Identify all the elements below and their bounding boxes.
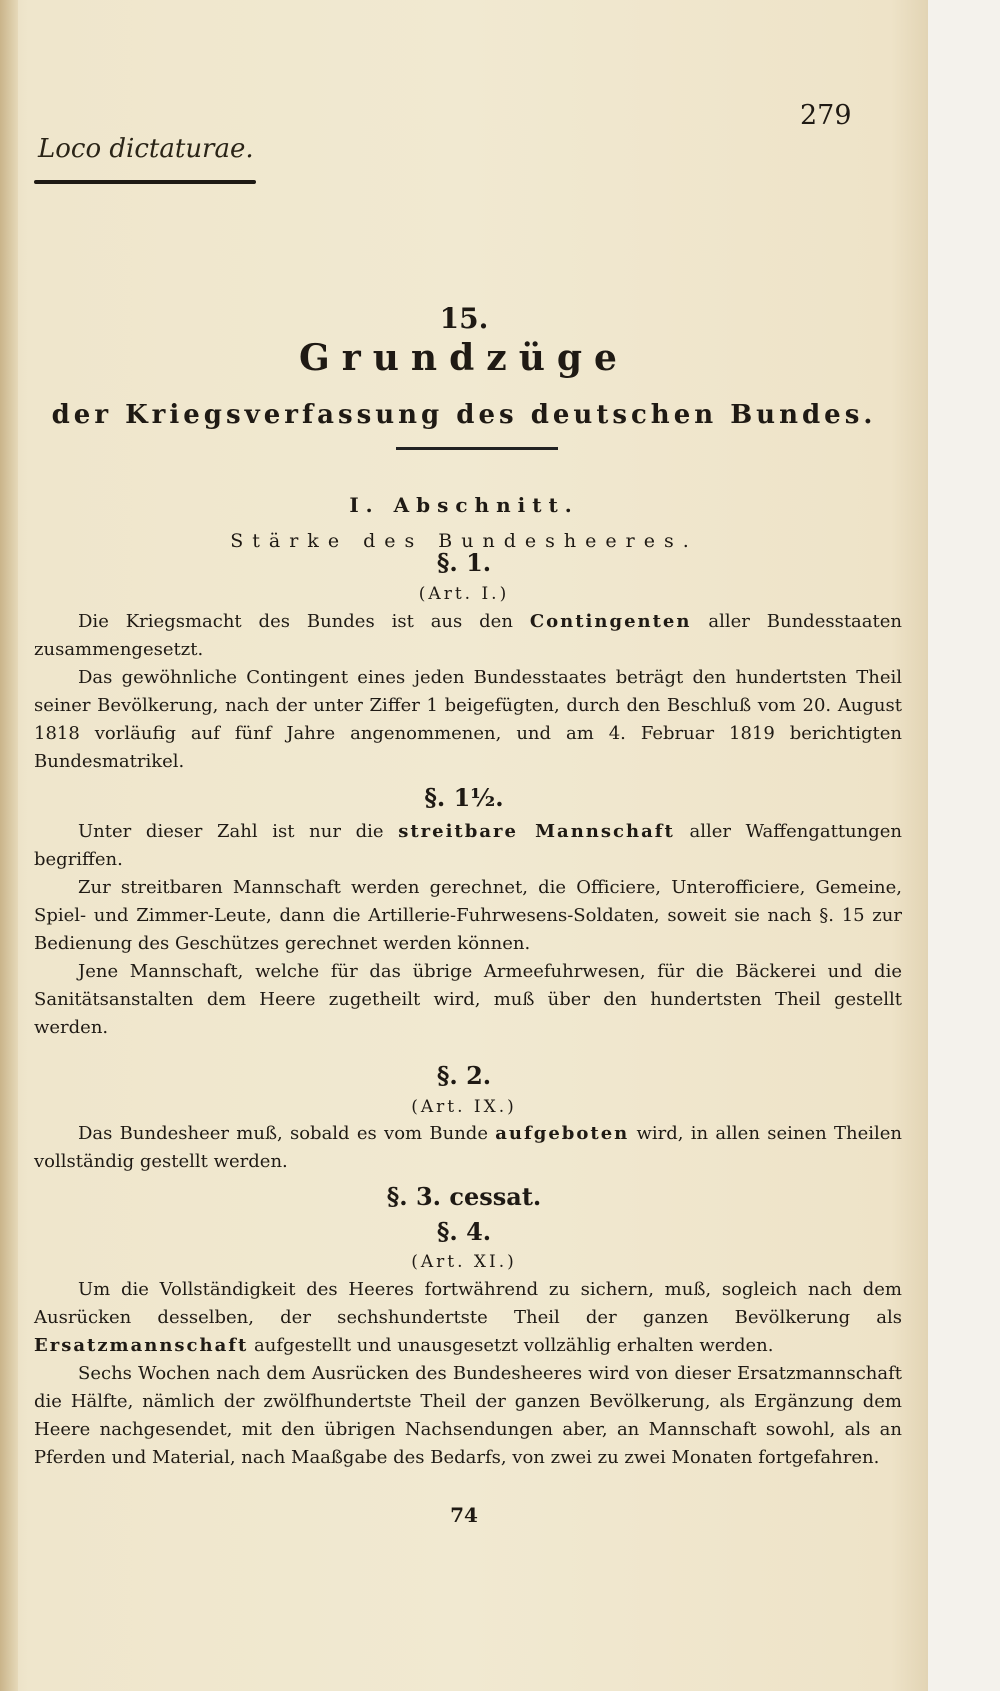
text-segment: Das Bundesheer muß, sobald es vom Bunde bbox=[78, 1123, 496, 1144]
text-line bbox=[34, 608, 902, 664]
text-segment: aufgestellt und unausgesetzt vollzählig erhalten werden. bbox=[248, 1335, 774, 1356]
spaced-emphasis: Contingenten bbox=[529, 611, 692, 632]
scan-background bbox=[928, 0, 1000, 1691]
paragraph-mark-2: §. 2. bbox=[436, 1061, 492, 1090]
text-line bbox=[34, 664, 902, 776]
text-segment: Zur streitbaren Mannschaft werden gerechnet, die Officiere, Unterofficiere, Gemeine, Spiel- und Zimmer-Leute, dann die Artillerie-Fuhrwesens-Soldaten, soweit sie nach §. 15 zur Bedienung des Geschützes gerechnet werden können. bbox=[34, 877, 902, 954]
article-ref-4: (Art. XI.) bbox=[411, 1252, 517, 1272]
document-number: 15. bbox=[439, 302, 489, 335]
paragraph-mark-1-half: §. 1½. bbox=[424, 783, 504, 812]
signature-number: 74 bbox=[450, 1503, 478, 1527]
text-segment: wird, in allen seinen Theilen vollständig gestellt werden. bbox=[34, 1123, 902, 1172]
paragraph-4-body bbox=[34, 1276, 902, 1472]
book-spine-shadow bbox=[0, 0, 18, 1691]
text-segment: Jene Mannschaft, welche für das übrige Armeefuhrwesen, für die Bäckerei und die Sanitätsanstalten dem Heere zugetheilt wird, muß über den hundertsten Theil gestellt werden. bbox=[34, 961, 902, 1038]
text-line bbox=[34, 958, 902, 1042]
text-line bbox=[34, 1360, 902, 1472]
text-line bbox=[34, 1120, 902, 1176]
section-subheading: Stärke des Bundesheeres. bbox=[230, 530, 698, 552]
spaced-emphasis: Ersatzmannschaft bbox=[34, 1335, 249, 1356]
section-heading: I. Abschnitt. bbox=[349, 493, 579, 517]
article-ref-1: (Art. I.) bbox=[418, 584, 510, 604]
text-segment: aller Bundesstaaten zusammengesetzt. bbox=[34, 611, 902, 660]
loco-dictaturae-note: Loco dictaturae. bbox=[38, 134, 254, 164]
text-segment: Das gewöhnliche Contingent eines jeden Bundesstaates beträgt den hundertsten Theil seiner Bevölkerung, nach der unter Ziffer 1 beigefügten, durch den Beschluß vom 20. August 1818 vorläufig auf fünf Jahre angenommenen, und am 4. Februar 1819 berichtigten Bundesmatrikel. bbox=[34, 667, 902, 772]
paragraph-1-half-body bbox=[34, 818, 902, 1042]
text-segment: Unter dieser Zahl ist nur die bbox=[78, 821, 399, 842]
document-title: Grundzüge bbox=[299, 337, 629, 379]
article-ref-2: (Art. IX.) bbox=[411, 1097, 517, 1117]
paragraph-1-body bbox=[34, 608, 902, 776]
paragraph-mark-1: §. 1. bbox=[436, 548, 492, 577]
text-line bbox=[34, 1276, 902, 1360]
spaced-emphasis: streitbare Mannschaft bbox=[398, 821, 675, 842]
text-line bbox=[34, 874, 902, 958]
text-segment: Um die Vollständigkeit des Heeres fortwährend zu sichern, muß, sogleich nach dem Ausrücken desselben, der sechshundertste Theil der ganzen Bevölkerung als bbox=[34, 1279, 902, 1328]
paragraph-2-body bbox=[34, 1120, 902, 1176]
text-segment: Sechs Wochen nach dem Ausrücken des Bundesheeres wird von dieser Ersatzmannschaft die Hälfte, nämlich der zwölfhundertste Theil der ganzen Bevölkerung, als Ergänzung dem Heere nachgesendet, mit den übrigen Nachsendungen aber, an Mannschaft sowohl, als an Pferden und Material, nach Maaßgabe des Bedarfs, von zwei zu zwei Monaten fortgefahren. bbox=[34, 1363, 902, 1468]
text-segment: aller Waffengattungen begriffen. bbox=[34, 821, 902, 870]
paragraph-mark-4: §. 4. bbox=[436, 1217, 492, 1246]
text-segment: Die Kriegsmacht des Bundes ist aus den bbox=[78, 611, 530, 632]
title-divider bbox=[396, 447, 558, 450]
text-line bbox=[34, 818, 902, 874]
spaced-emphasis: aufgeboten bbox=[495, 1123, 630, 1144]
page-number: 279 bbox=[800, 100, 852, 131]
document-subtitle: der Kriegsverfassung des deutschen Bundes. bbox=[51, 400, 877, 430]
paragraph-mark-3: §. 3. cessat. bbox=[386, 1182, 542, 1211]
header-underline bbox=[34, 180, 256, 184]
